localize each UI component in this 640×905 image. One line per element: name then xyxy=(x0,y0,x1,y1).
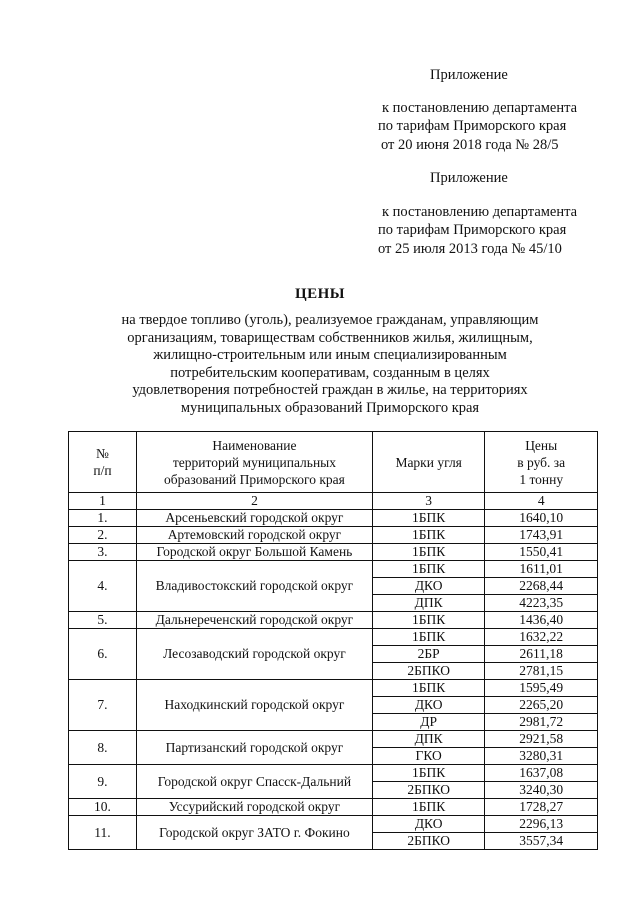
table-row xyxy=(69,544,598,561)
coal-grade-cell: 2БПКО xyxy=(372,833,485,850)
price-cell: 2981,72 xyxy=(485,714,598,731)
price-cell: 1640,10 xyxy=(485,510,598,527)
header-cell-price: Цены в руб. за 1 тонну xyxy=(485,432,598,493)
table-row xyxy=(69,561,598,578)
territory-cell: Артемовский городской округ xyxy=(136,527,372,544)
row-number-cell: 8. xyxy=(69,731,137,765)
coal-grade-cell: 1БПК xyxy=(372,544,485,561)
price-cell: 1637,08 xyxy=(485,765,598,782)
prices-table xyxy=(68,431,598,850)
price-cell: 3280,31 xyxy=(485,748,598,765)
appendix-line: к постановлению департамента xyxy=(382,204,578,220)
table-row xyxy=(69,629,598,646)
coal-grade-cell: 2БПКО xyxy=(372,663,485,680)
territory-cell: Уссурийский городской округ xyxy=(136,799,372,816)
territory-cell: Лесозаводский городской округ xyxy=(136,629,372,680)
coal-grade-cell: ДКО xyxy=(372,578,485,595)
coal-grade-cell: 1БПК xyxy=(372,765,485,782)
table-body xyxy=(69,510,598,850)
price-cell: 4223,35 xyxy=(485,595,598,612)
territory-cell: Арсеньевский городской округ xyxy=(136,510,372,527)
coal-grade-cell: ДПК xyxy=(372,595,485,612)
territory-cell: Городской округ Большой Камень xyxy=(136,544,372,561)
territory-cell: Городской округ ЗАТО г. Фокино xyxy=(136,816,372,850)
price-cell: 1743,91 xyxy=(485,527,598,544)
table-row xyxy=(69,680,598,697)
price-cell: 1436,40 xyxy=(485,612,598,629)
appendix-heading: Приложение xyxy=(430,67,508,83)
price-cell: 2268,44 xyxy=(485,578,598,595)
price-cell: 2611,18 xyxy=(485,646,598,663)
price-cell: 1611,01 xyxy=(485,561,598,578)
price-cell: 3557,34 xyxy=(485,833,598,850)
row-number-cell: 3. xyxy=(69,544,137,561)
header-cell-number: № п/п xyxy=(69,432,137,493)
row-number-cell: 1. xyxy=(69,510,137,527)
appendix-heading: Приложение xyxy=(430,170,508,186)
subtitle-line: жилищно-строительным или иным специализированным xyxy=(153,347,507,363)
row-number-cell: 5. xyxy=(69,612,137,629)
column-number: 3 xyxy=(372,493,485,510)
price-cell: 3240,30 xyxy=(485,782,598,799)
territory-cell: Городской округ Спасск-Дальний xyxy=(136,765,372,799)
row-number-cell: 2. xyxy=(69,527,137,544)
table-row xyxy=(69,527,598,544)
territory-cell: Партизанский городской округ xyxy=(136,731,372,765)
coal-grade-cell: ДПК xyxy=(372,731,485,748)
table-row xyxy=(69,510,598,527)
document-title: ЦЕНЫ xyxy=(294,286,346,302)
table-row xyxy=(69,612,598,629)
coal-grade-cell: ДКО xyxy=(372,697,485,714)
subtitle-line: муниципальных образований Приморского края xyxy=(180,399,480,416)
territory-cell: Находкинский городской округ xyxy=(136,680,372,731)
price-cell: 2781,15 xyxy=(485,663,598,680)
coal-grade-cell: 1БПК xyxy=(372,629,485,646)
column-number: 2 xyxy=(136,493,372,510)
coal-grade-cell: 2БР xyxy=(372,646,485,663)
coal-grade-cell: ДР xyxy=(372,714,485,731)
territory-cell: Владивостокский городской округ xyxy=(136,561,372,612)
appendix-line: от 20 июня 2018 года № 28/5 xyxy=(381,137,559,153)
table-row xyxy=(69,816,598,833)
coal-grade-cell: ГКО xyxy=(372,748,485,765)
appendix-line: по тарифам Приморского края xyxy=(378,118,567,134)
subtitle-line: потребительским кооперативам, созданным в целях xyxy=(170,364,490,381)
price-cell: 2265,20 xyxy=(485,697,598,714)
appendix-line: к постановлению департамента xyxy=(382,100,578,116)
column-number-row xyxy=(69,493,598,510)
price-cell: 1550,41 xyxy=(485,544,598,561)
header-cell-coal-grade: Марки угля xyxy=(372,432,485,493)
price-cell: 1632,22 xyxy=(485,629,598,646)
appendix-line: по тарифам Приморского края xyxy=(378,222,567,238)
table-header-row xyxy=(69,432,598,493)
price-cell: 1728,27 xyxy=(485,799,598,816)
price-cell: 2921,58 xyxy=(485,731,598,748)
coal-grade-cell: 1БПК xyxy=(372,612,485,629)
column-number: 1 xyxy=(69,493,137,510)
coal-grade-cell: 1БПК xyxy=(372,527,485,544)
price-cell: 1595,49 xyxy=(485,680,598,697)
row-number-cell: 10. xyxy=(69,799,137,816)
coal-grade-cell: 1БПК xyxy=(372,680,485,697)
column-number: 4 xyxy=(485,493,598,510)
row-number-cell: 9. xyxy=(69,765,137,799)
subtitle-line: удовлетворения потребностей граждан в жилье, на территориях xyxy=(132,382,528,398)
table-row xyxy=(69,731,598,748)
document-subtitle xyxy=(95,312,565,417)
row-number-cell: 11. xyxy=(69,816,137,850)
territory-cell: Дальнереченский городской округ xyxy=(136,612,372,629)
coal-grade-cell: 2БПКО xyxy=(372,782,485,799)
coal-grade-cell: 1БПК xyxy=(372,510,485,527)
subtitle-line: на твердое топливо (уголь), реализуемое гражданам, управляющим xyxy=(121,312,539,328)
row-number-cell: 6. xyxy=(69,629,137,680)
table-row xyxy=(69,765,598,782)
coal-grade-cell: ДКО xyxy=(372,816,485,833)
subtitle-line: организациям, товариществам собственников жилья, жилищным, xyxy=(127,329,533,346)
header-cell-territory: Наименование территорий муниципальных образований Приморского края xyxy=(136,432,372,493)
appendix-line: от 25 июля 2013 года № 45/10 xyxy=(378,241,562,257)
table-row xyxy=(69,799,598,816)
price-cell: 2296,13 xyxy=(485,816,598,833)
row-number-cell: 4. xyxy=(69,561,137,612)
coal-grade-cell: 1БПК xyxy=(372,799,485,816)
row-number-cell: 7. xyxy=(69,680,137,731)
coal-grade-cell: 1БПК xyxy=(372,561,485,578)
